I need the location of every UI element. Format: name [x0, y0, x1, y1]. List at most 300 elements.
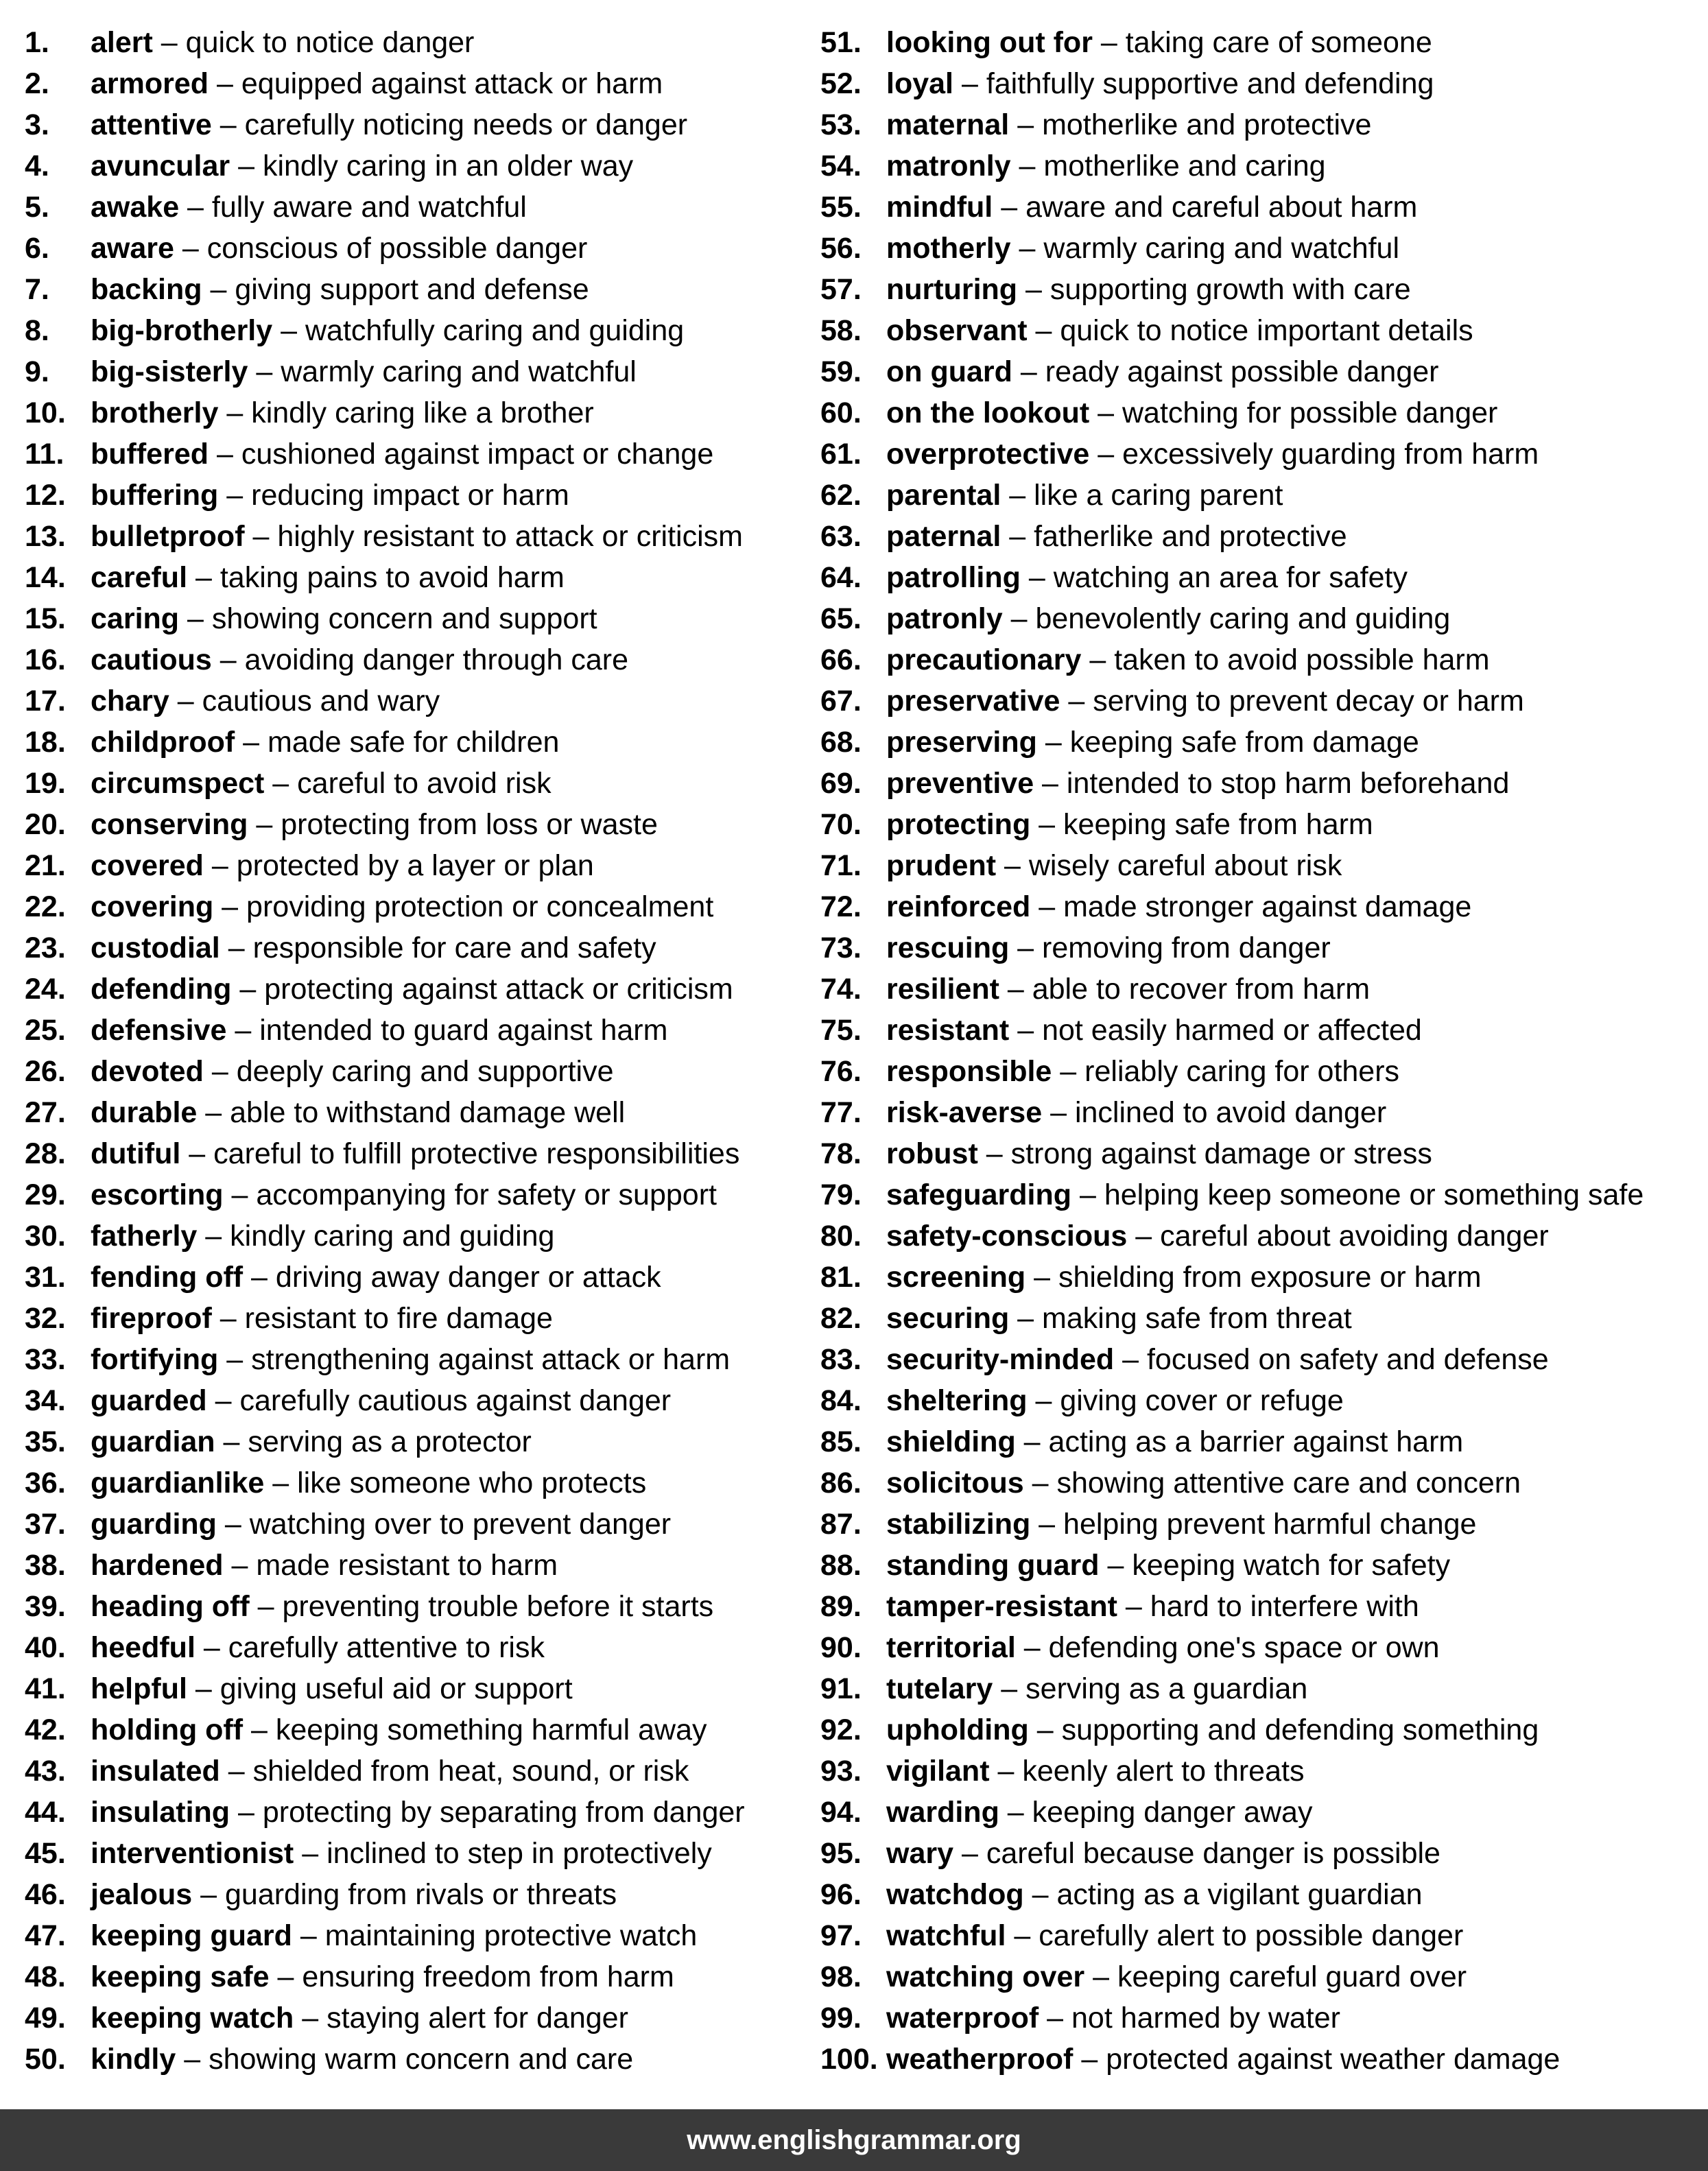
entry-separator: –: [209, 67, 241, 100]
word-entry: [820, 1956, 1705, 1997]
word-entry: [25, 269, 807, 310]
entry-text: [91, 63, 807, 104]
entry-definition: like a caring parent: [1034, 479, 1283, 512]
entry-number: 99.: [820, 2002, 862, 2034]
entry-text: [91, 351, 807, 392]
word-entry: [25, 1298, 807, 1339]
entry-word: cautious: [91, 643, 212, 676]
entry-definition: supporting growth with care: [1049, 273, 1411, 306]
entry-text: [91, 1956, 807, 1997]
entry-separator: –: [1036, 726, 1070, 759]
entry-word: heedful: [91, 1631, 195, 1664]
entry-word: circumspect: [91, 767, 265, 800]
word-entry: [820, 1915, 1705, 1956]
entry-word: parental: [886, 479, 1001, 512]
entry-text: [91, 145, 807, 187]
entry-text: [886, 1174, 1705, 1215]
entry-number: 69.: [820, 767, 862, 800]
word-entry: [820, 763, 1705, 804]
entry-text: [91, 1627, 807, 1668]
entry-word: responsible: [886, 1055, 1052, 1088]
entry-separator: –: [269, 1960, 303, 1993]
entry-definition: helping keep someone or something safe: [1104, 1178, 1644, 1211]
entry-text: [91, 1915, 807, 1956]
entry-word: bulletproof: [91, 520, 245, 553]
entry-word: armored: [91, 67, 209, 100]
entry-separator: –: [1030, 808, 1064, 841]
entry-word: tutelary: [886, 1672, 993, 1705]
entry-text: [91, 1504, 807, 1545]
entry-definition: strengthening against attack or harm: [251, 1343, 731, 1376]
entry-separator: –: [218, 396, 252, 429]
entry-word: rescuing: [886, 932, 1010, 964]
word-entry: [25, 557, 807, 598]
entry-number: 91.: [820, 1672, 862, 1705]
entry-text: [91, 1874, 807, 1915]
entry-number: 82.: [820, 1302, 862, 1335]
entry-separator: –: [174, 232, 207, 265]
entry-text: [886, 1833, 1705, 1874]
entry-text: [886, 1298, 1705, 1339]
entry-definition: quick to notice danger: [185, 26, 475, 59]
entry-separator: –: [1071, 1178, 1104, 1211]
entry-definition: strong against damage or stress: [1010, 1137, 1432, 1170]
entry-separator: –: [1127, 1220, 1161, 1253]
entry-definition: acting as a vigilant guardian: [1056, 1878, 1423, 1911]
entry-separator: –: [1039, 2002, 1071, 2034]
entry-text: [91, 516, 807, 557]
entry-separator: –: [953, 67, 986, 100]
entry-number: 89.: [820, 1590, 862, 1623]
entry-definition: shielded from heat, sound, or risk: [252, 1755, 689, 1788]
entry-word: security-minded: [886, 1343, 1115, 1376]
entry-text: [886, 969, 1705, 1010]
entry-text: [91, 1462, 807, 1504]
entry-number: 60.: [820, 396, 862, 429]
entry-number: 26.: [25, 1055, 66, 1088]
entry-word: precautionary: [886, 643, 1082, 676]
entry-number: 16.: [25, 643, 66, 676]
entry-text: [91, 845, 807, 886]
entry-word: sheltering: [886, 1384, 1028, 1417]
entry-word: defending: [91, 973, 232, 1006]
entry-definition: quick to notice important details: [1060, 314, 1473, 347]
entry-definition: serving as a protector: [248, 1425, 532, 1458]
word-entry: [820, 269, 1705, 310]
entry-definition: not harmed by water: [1071, 2002, 1340, 2034]
entry-text: [886, 351, 1705, 392]
entry-number: 43.: [25, 1755, 66, 1788]
entry-definition: responsible for care and safety: [252, 932, 656, 964]
word-entry: [820, 22, 1705, 63]
word-entry: [820, 845, 1705, 886]
entry-separator: –: [1028, 1713, 1062, 1746]
entry-text: [886, 1709, 1705, 1751]
entry-number: 31.: [25, 1261, 66, 1294]
entry-text: [91, 22, 807, 63]
entry-word: kindly: [91, 2043, 176, 2076]
entry-separator: –: [213, 890, 247, 923]
entry-word: covered: [91, 849, 204, 882]
entry-number: 78.: [820, 1137, 862, 1170]
word-entry: [25, 1874, 807, 1915]
entry-definition: defending one's space or own: [1048, 1631, 1440, 1664]
word-entry: [25, 1051, 807, 1092]
entry-number: 47.: [25, 1919, 66, 1952]
entry-definition: helping prevent harmful change: [1063, 1508, 1477, 1541]
entry-word: solicitous: [886, 1467, 1024, 1499]
word-entry: [25, 639, 807, 680]
entry-text: [886, 1874, 1705, 1915]
word-entry: [25, 1504, 807, 1545]
word-entry: [25, 1092, 807, 1133]
entry-number: 59.: [820, 355, 862, 388]
entry-definition: like someone who protects: [297, 1467, 647, 1499]
entry-text: [91, 1215, 807, 1257]
entry-definition: staying alert for danger: [327, 2002, 628, 2034]
entry-separator: –: [180, 1137, 214, 1170]
entry-number: 5.: [25, 191, 49, 224]
word-entry: [820, 1545, 1705, 1586]
entry-number: 94.: [820, 1796, 862, 1829]
entry-definition: accompanying for safety or support: [256, 1178, 717, 1211]
entry-number: 73.: [820, 932, 862, 964]
word-entry: [25, 886, 807, 927]
footer-website-url: www.englishgrammar.org: [687, 2124, 1021, 2155]
entry-definition: giving cover or refuge: [1060, 1384, 1344, 1417]
entry-definition: careful to fulfill protective responsibilities: [213, 1137, 740, 1170]
entry-text: [886, 1257, 1705, 1298]
entry-separator: –: [192, 1878, 225, 1911]
entry-number: 83.: [820, 1343, 862, 1376]
entry-text: [91, 310, 807, 351]
entry-separator: –: [1081, 643, 1115, 676]
entry-word: protecting: [886, 808, 1031, 841]
word-entry: [820, 557, 1705, 598]
entry-separator: –: [1009, 1014, 1043, 1047]
entry-text: [91, 1092, 807, 1133]
entry-number: 66.: [820, 643, 862, 676]
entry-separator: –: [220, 1755, 253, 1788]
entry-separator: –: [226, 1014, 260, 1047]
entry-number: 33.: [25, 1343, 66, 1376]
entry-number: 11.: [25, 438, 64, 471]
entry-definition: kindly caring in an older way: [262, 150, 634, 182]
entry-number: 81.: [820, 1261, 862, 1294]
entry-separator: –: [249, 1590, 283, 1623]
word-entry: [820, 228, 1705, 269]
entry-definition: keeping safe from harm: [1063, 808, 1373, 841]
entry-definition: motherlike and caring: [1043, 150, 1326, 182]
entry-separator: –: [1052, 1055, 1085, 1088]
entry-word: nurturing: [886, 273, 1018, 306]
entry-word: waterproof: [886, 2002, 1039, 2034]
word-entry: [25, 1133, 807, 1174]
entry-text: [91, 1709, 807, 1751]
entry-separator: –: [243, 1713, 276, 1746]
entry-text: [91, 1257, 807, 1298]
entry-separator: –: [1073, 2043, 1106, 2076]
entry-word: overprotective: [886, 438, 1090, 471]
entry-text: [91, 187, 807, 228]
entry-text: [91, 228, 807, 269]
entry-text: [886, 145, 1705, 187]
word-entry: [25, 63, 807, 104]
entry-number: 63.: [820, 520, 862, 553]
entry-separator: –: [999, 1796, 1032, 1829]
entry-word: robust: [886, 1137, 978, 1170]
entry-number: 75.: [820, 1014, 862, 1047]
word-entry: [820, 639, 1705, 680]
entry-word: conserving: [91, 808, 248, 841]
entry-definition: warmly caring and watchful: [281, 355, 637, 388]
word-entry: [25, 680, 807, 722]
entry-separator: –: [203, 1055, 237, 1088]
entry-word: jealous: [91, 1878, 193, 1911]
entry-separator: –: [211, 108, 245, 141]
entry-number: 15.: [25, 602, 66, 635]
entry-definition: showing attentive care and concern: [1056, 1467, 1521, 1499]
entry-definition: careful to avoid risk: [297, 767, 551, 800]
entry-number: 84.: [820, 1384, 862, 1417]
entry-definition: conscious of possible danger: [206, 232, 588, 265]
entry-word: insulated: [91, 1755, 220, 1788]
entry-text: [91, 927, 807, 969]
entry-definition: taken to avoid possible harm: [1114, 643, 1490, 676]
entry-number: 86.: [820, 1467, 862, 1499]
word-entry: [25, 351, 807, 392]
word-entry: [820, 516, 1705, 557]
entry-word: fortifying: [91, 1343, 219, 1376]
entry-word: keeping watch: [91, 2002, 294, 2034]
entry-text: [91, 475, 807, 516]
entry-number: 72.: [820, 890, 862, 923]
entry-text: [886, 722, 1705, 763]
entry-separator: –: [220, 932, 253, 964]
entry-number: 41.: [25, 1672, 66, 1705]
entry-text: [91, 1586, 807, 1627]
entry-definition: intended to stop harm beforehand: [1066, 767, 1510, 800]
entry-text: [886, 680, 1705, 722]
word-entry: [25, 1380, 807, 1421]
word-entry: [820, 310, 1705, 351]
word-entry: [25, 1215, 807, 1257]
entry-word: guarded: [91, 1384, 207, 1417]
entry-text: [886, 1915, 1705, 1956]
entry-definition: keeping careful guard over: [1117, 1960, 1467, 1993]
entry-word: watchful: [886, 1919, 1006, 1952]
entry-separator: –: [197, 1096, 230, 1129]
entry-definition: cautious and wary: [202, 685, 440, 717]
entry-word: on guard: [886, 355, 1012, 388]
entry-definition: cushioned against impact or change: [241, 438, 714, 471]
word-entry: [820, 1339, 1705, 1380]
entry-separator: –: [989, 1755, 1023, 1788]
entry-word: patrolling: [886, 561, 1021, 594]
entry-separator: –: [993, 191, 1026, 224]
entry-word: keeping safe: [91, 1960, 270, 1993]
entry-number: 36.: [25, 1467, 66, 1499]
entry-word: chary: [91, 685, 169, 717]
footer-bar: [0, 2109, 1708, 2171]
word-entry: [820, 1133, 1705, 1174]
entry-definition: avoiding danger through care: [244, 643, 629, 676]
entry-definition: reducing impact or harm: [251, 479, 569, 512]
word-entry: [820, 1668, 1705, 1709]
entry-word: escorting: [91, 1178, 224, 1211]
entry-definition: hard to interfere with: [1150, 1590, 1419, 1623]
entry-text: [886, 269, 1705, 310]
entry-separator: –: [953, 1837, 986, 1870]
entry-word: screening: [886, 1261, 1026, 1294]
entry-number: 98.: [820, 1960, 862, 1993]
entry-text: [886, 1010, 1705, 1051]
entry-word: guardianlike: [91, 1467, 265, 1499]
word-list-column-right: [820, 22, 1705, 2080]
entry-separator: –: [209, 438, 241, 471]
entry-text: [886, 1092, 1705, 1133]
word-entry: [25, 516, 807, 557]
entry-text: [886, 516, 1705, 557]
word-entry: [25, 2039, 807, 2080]
entry-number: 87.: [820, 1508, 862, 1541]
entry-separator: –: [243, 1261, 276, 1294]
entry-separator: –: [152, 26, 186, 59]
entry-text: [91, 722, 807, 763]
entry-number: 80.: [820, 1220, 862, 1253]
entry-text: [886, 1956, 1705, 1997]
word-entry: [25, 1997, 807, 2039]
word-entry: [820, 680, 1705, 722]
entry-word: preservative: [886, 685, 1060, 717]
word-entry: [25, 1010, 807, 1051]
entry-text: [886, 1421, 1705, 1462]
entry-separator: –: [292, 1919, 325, 1952]
entry-separator: –: [1027, 314, 1060, 347]
entry-definition: keeping something harmful away: [275, 1713, 707, 1746]
entry-separator: –: [1009, 932, 1043, 964]
word-entry: [25, 1792, 807, 1833]
entry-separator: –: [244, 520, 278, 553]
entry-text: [91, 2039, 807, 2080]
entry-text: [886, 22, 1705, 63]
word-entry: [820, 1874, 1705, 1915]
entry-word: awake: [91, 191, 180, 224]
entry-number: 37.: [25, 1508, 66, 1541]
word-entry: [25, 927, 807, 969]
entry-word: on the lookout: [886, 396, 1090, 429]
entry-definition: benevolently caring and guiding: [1035, 602, 1451, 635]
entry-word: alert: [91, 26, 153, 59]
word-entry: [820, 1092, 1705, 1133]
word-entry: [820, 392, 1705, 434]
entry-number: 58.: [820, 314, 862, 347]
word-entry: [25, 434, 807, 475]
entry-text: [886, 1051, 1705, 1092]
entry-word: attentive: [91, 108, 212, 141]
entry-definition: preventing trouble before it starts: [282, 1590, 714, 1623]
word-entry: [25, 722, 807, 763]
entry-number: 29.: [25, 1178, 66, 1211]
entry-separator: –: [1089, 396, 1122, 429]
entry-number: 67.: [820, 685, 862, 717]
word-entry: [820, 1751, 1705, 1792]
entry-text: [91, 434, 807, 475]
entry-separator: –: [1015, 1631, 1049, 1664]
entry-definition: taking pains to avoid harm: [220, 561, 565, 594]
entry-definition: providing protection or concealment: [246, 890, 714, 923]
entry-word: securing: [886, 1302, 1010, 1335]
word-entry: [820, 1380, 1705, 1421]
entry-text: [91, 680, 807, 722]
entry-separator: –: [1034, 767, 1067, 800]
entry-definition: not easily harmed or affected: [1042, 1014, 1422, 1047]
entry-text: [91, 598, 807, 639]
entry-number: 50.: [25, 2043, 66, 2076]
entry-text: [91, 1792, 807, 1833]
entry-separator: –: [187, 561, 220, 594]
word-entry: [25, 1668, 807, 1709]
entry-word: insulating: [91, 1796, 230, 1829]
entry-definition: careful about avoiding danger: [1160, 1220, 1549, 1253]
entry-text: [91, 886, 807, 927]
entry-definition: watchfully caring and guiding: [305, 314, 685, 347]
entry-word: hardened: [91, 1549, 224, 1582]
word-entry: [820, 434, 1705, 475]
entry-separator: –: [1060, 685, 1093, 717]
entry-word: interventionist: [91, 1837, 294, 1870]
word-entry: [25, 22, 807, 63]
word-entry: [820, 1215, 1705, 1257]
entry-text: [91, 392, 807, 434]
entry-definition: careful because danger is possible: [986, 1837, 1440, 1870]
entry-definition: resistant to fire damage: [244, 1302, 553, 1335]
entry-number: 88.: [820, 1549, 862, 1582]
entry-word: watchdog: [886, 1878, 1024, 1911]
word-entry: [820, 1586, 1705, 1627]
entry-number: 74.: [820, 973, 862, 1006]
entry-word: big-sisterly: [91, 355, 248, 388]
entry-text: [886, 763, 1705, 804]
entry-separator: –: [1009, 1302, 1043, 1335]
entry-definition: able to recover from harm: [1032, 973, 1371, 1006]
entry-definition: aware and careful about harm: [1025, 191, 1418, 224]
entry-word: keeping guard: [91, 1919, 292, 1952]
entry-number: 25.: [25, 1014, 66, 1047]
entry-separator: –: [294, 2002, 327, 2034]
word-entry: [25, 804, 807, 845]
entry-separator: –: [1092, 26, 1126, 59]
entry-word: dutiful: [91, 1137, 181, 1170]
entry-separator: –: [231, 973, 265, 1006]
entry-number: 23.: [25, 932, 66, 964]
entry-text: [886, 804, 1705, 845]
entry-text: [886, 639, 1705, 680]
entry-word: resistant: [886, 1014, 1010, 1047]
entry-number: 6.: [25, 232, 49, 265]
entry-text: [886, 886, 1705, 927]
entry-definition: showing concern and support: [211, 602, 597, 635]
entry-number: 92.: [820, 1713, 862, 1746]
entry-number: 54.: [820, 150, 862, 182]
word-entry: [820, 187, 1705, 228]
entry-word: warding: [886, 1796, 999, 1829]
entry-text: [886, 1133, 1705, 1174]
entry-number: 57.: [820, 273, 862, 306]
entry-text: [886, 434, 1705, 475]
entry-separator: –: [999, 973, 1032, 1006]
entry-separator: –: [216, 1508, 250, 1541]
